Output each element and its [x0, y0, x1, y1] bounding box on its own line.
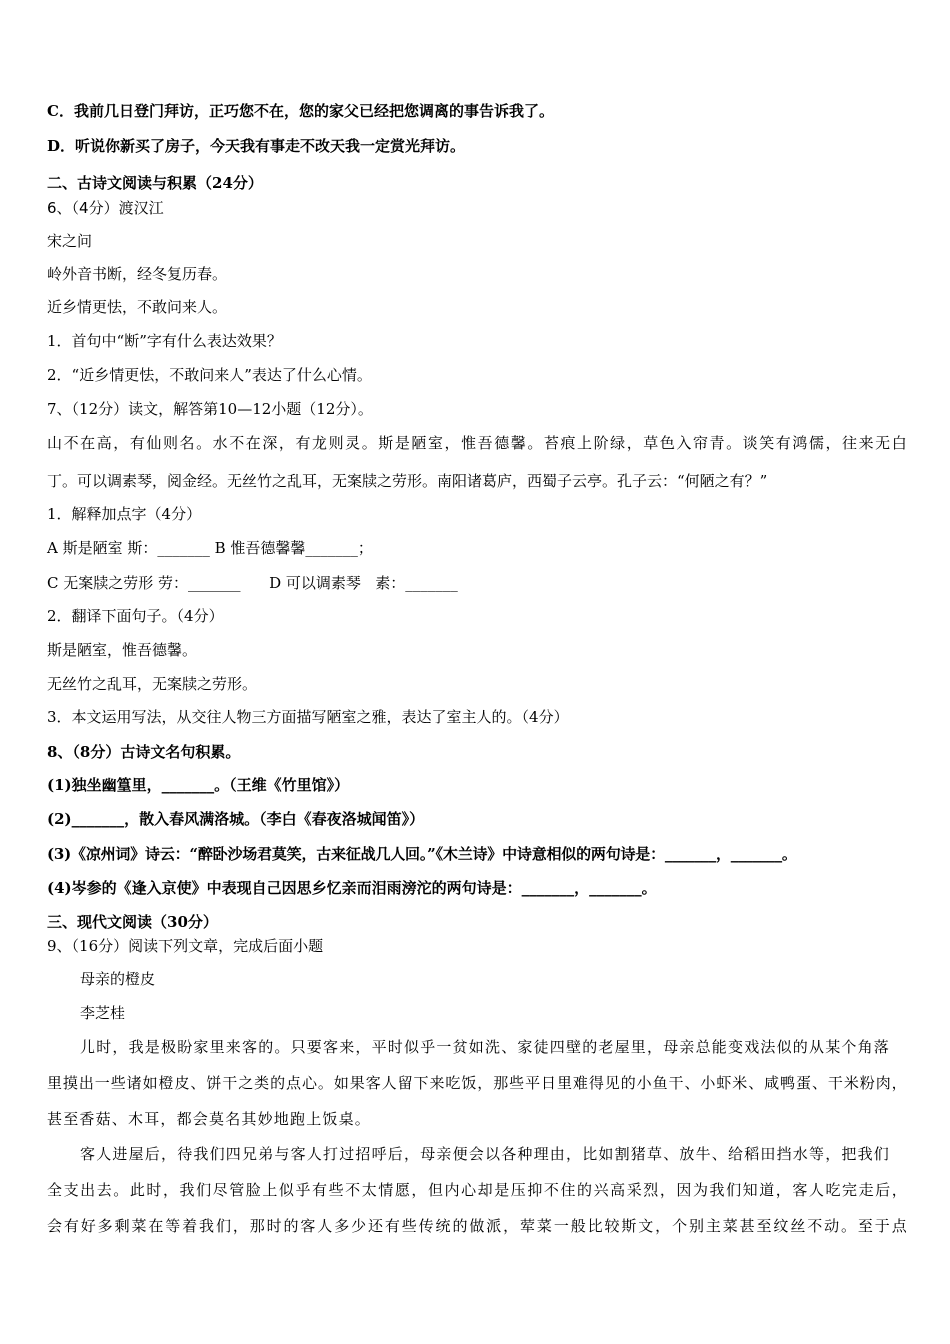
article-line-6: 会有好多剩菜在等着我们，那时的客人多少还有些传统的做派，荤菜一般比较斯文，个别主菜甚至纹丝不动。至于点 — [47, 1217, 907, 1235]
question-6-2: 2．“近乡情更怯，不敢问来人”表达了什么心情。 — [47, 366, 372, 384]
question-7-1: 1．解释加点字（4分） — [47, 505, 202, 523]
poem-author: 宋之问 — [47, 232, 93, 250]
question-9-title: 9、（16分）阅读下列文章，完成后面小题 — [47, 937, 324, 955]
article-author: 李芝桂 — [80, 1004, 126, 1022]
poem-line-1: 岭外音书断，经冬复历春。 — [47, 265, 228, 283]
question-7-1-cd: C 无案牍之劳形 劳：_______ D 可以调素琴 素：_______ — [47, 574, 458, 592]
question-7-3: 3．本文运用写法，从交往人物三方面描写陋室之雅，表达了室主人的。（4分） — [47, 708, 569, 726]
article-line-1: 儿时，我是极盼家里来客的。只要客来，平时似乎一贫如洗、家徒四壁的老屋里，母亲总能变戏法似的从某个角落 — [80, 1038, 891, 1056]
article-line-3: 甚至香菇、木耳，都会莫名其妙地跑上饭桌。 — [47, 1110, 372, 1128]
question-8-title: 8、（8分）古诗文名句积累。 — [47, 743, 241, 761]
question-6-title: 6、（4分）渡汉江 — [47, 199, 164, 217]
article-line-2: 里摸出一些诸如橙皮、饼干之类的点心。如果客人留下来吃饭，那些平日里难得见的小鱼干、小虾米、咸鸭蛋、干米粉肉， — [47, 1074, 907, 1092]
section-heading-3: 三、现代文阅读（30分） — [47, 913, 218, 931]
option-c: C．我前几日登门拜访，正巧您不在，您的家父已经把您调离的事告诉我了。 — [47, 102, 554, 120]
article-line-4: 客人进屋后，待我们四兄弟与客人打过招呼后，母亲便会以各种理由，比如割猪草、放牛、给稻田挡水等，把我们 — [80, 1145, 891, 1163]
question-7-title: 7、（12分）读文，解答第10—12小题（12分）。 — [47, 400, 373, 418]
poem-line-2: 近乡情更怯，不敢问来人。 — [47, 298, 228, 316]
question-6-1: 1．首句中“断”字有什么表达效果？ — [47, 332, 282, 350]
passage-line-2: 丁。可以调素琴，阅金经。无丝竹之乱耳，无案牍之劳形。南阳诸葛庐，西蜀子云亭。孔子云：“何陋之有？” — [47, 472, 768, 490]
article-title: 母亲的橙皮 — [80, 970, 156, 988]
question-8-2: (2)_______，散入春风满洛城。（李白《春夜洛城闻笛》） — [47, 810, 425, 828]
translate-sentence-1: 斯是陋室，惟吾德馨。 — [47, 641, 198, 659]
question-8-1: (1)独坐幽篁里，_______。（王维《竹里馆》） — [47, 776, 350, 794]
question-8-4: (4)岑参的《逢入京使》中表现自己因思乡忆亲而泪雨滂沱的两句诗是：_______，_______。 — [47, 879, 657, 897]
question-7-2: 2．翻译下面句子。（4分） — [47, 607, 224, 625]
question-8-3: (3)《凉州词》诗云：“醉卧沙场君莫笑，古来征战几人回。”《木兰诗》中诗意相似的两句诗是：_______，_______。 — [47, 845, 797, 863]
question-7-1-ab: A 斯是陋室 斯：_______ B 惟吾德馨馨_______； — [47, 539, 373, 557]
article-line-5: 全支出去。此时，我们尽管脸上似乎有些不太情愿，但内心却是压抑不住的兴高采烈，因为我们知道，客人吃完走后， — [47, 1181, 907, 1199]
translate-sentence-2: 无丝竹之乱耳，无案牍之劳形。 — [47, 675, 258, 693]
passage-line-1: 山不在高，有仙则名。水不在深，有龙则灵。斯是陋室，惟吾德馨。苔痕上阶绿，草色入帘青。谈笑有鸿儒，往来无白 — [47, 434, 907, 452]
option-d: D．听说你新买了房子，今天我有事走不改天我一定赏光拜访。 — [47, 137, 466, 155]
section-heading-2: 二、古诗文阅读与积累（24分） — [47, 174, 263, 192]
